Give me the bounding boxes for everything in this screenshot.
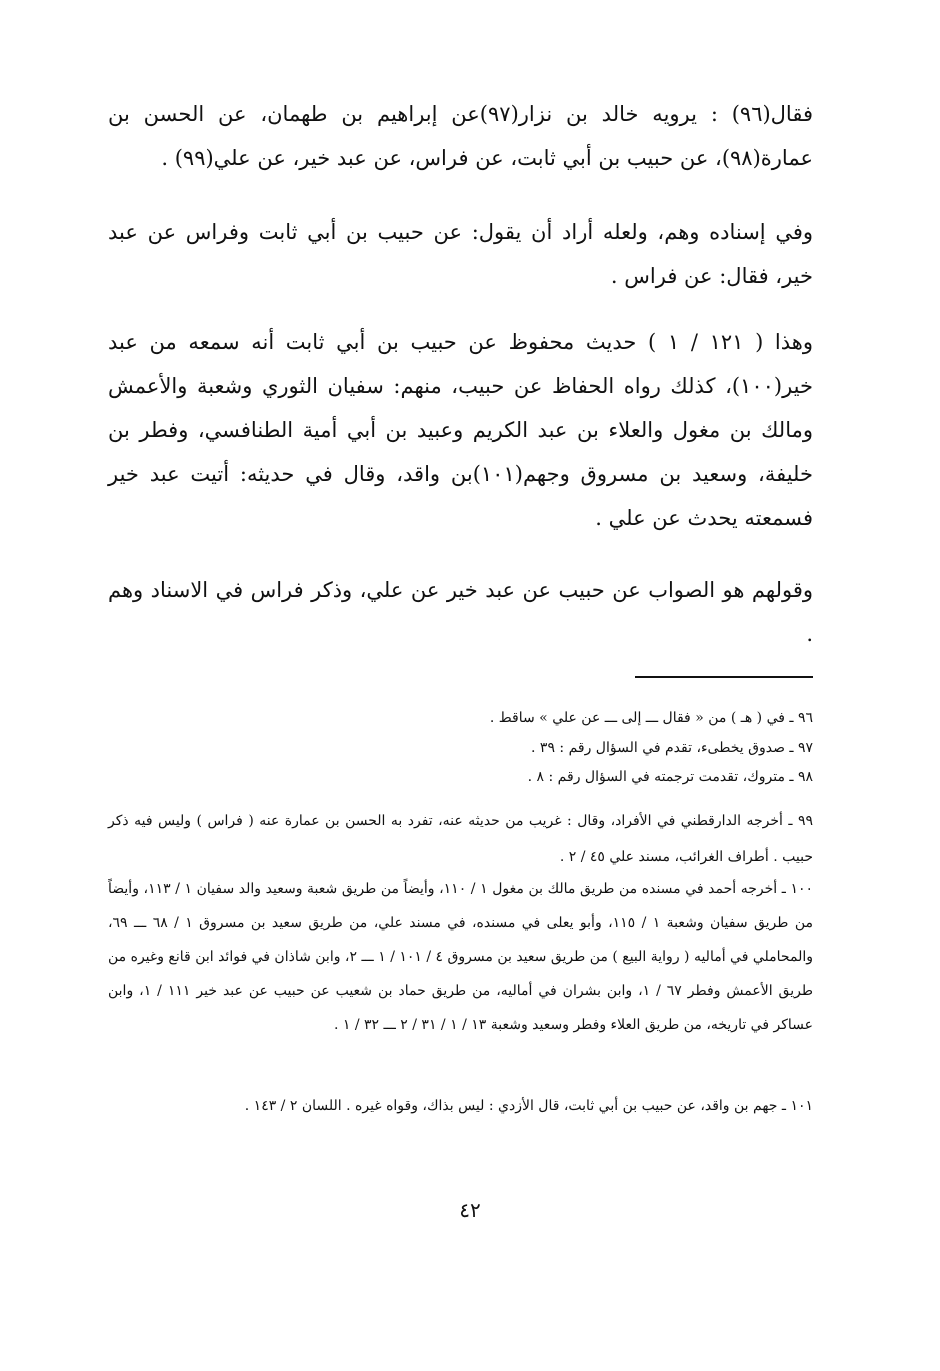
footnote-separator — [635, 676, 813, 678]
footnote-99: ٩٩ ـ أخرجه الدارقطني في الأفراد، وقال : غريب من حديثه عنه، تفرد به الحسن بن عمارة عنه ( فراس ) وليس فيه ذكر حبيب . أطراف الغرائب، مسند علي ٤٥ / ٢ . — [108, 813, 813, 865]
footnote-101: ١٠١ ـ جهم بن واقد، عن حبيب بن أبي ثابت، قال الأزدي : ليس بذاك، وقواه غيره . اللسان ٢ / ١٤٣ . — [244, 1098, 813, 1114]
footnote-98: ٩٨ ـ متروك، تقدمت ترجمته في السؤال رقم : ٨ . — [527, 769, 813, 785]
footnote-100: ١٠٠ ـ أخرجه أحمد في مسنده من طريق مالك بن مغول ١ / ١١٠، وأيضاً من طريق شعبة وسعيد والد سفيان ١ / ١١٣، وأيضاً من طريق سفيان وشعبة ١ / ١١٥، وأبو يعلى في مسنده، في مسند علي، من طريق سعيد بن مسروق ١ / ٦٨ ـــ ٦٩، والمحاملي في أماليه ( رواية البيع ) من طريق سعيد بن مسروق ٤ / ١٠١ / ١ ـــ ٢، وابن شاذان في فوائد ابن قانع وغيره من طريق الأعمش وفطر ٦٧ / ١، وابن بشران في أماليه، من طريق حماد بن شعيب عن حبيب عن عبد خير ١١١ / ١، وابن عساكر في تاريخه، من طريق العلاء وفطر وسعيد وشعبة ١٣ / ١ / ٣١ / ٢ ـــ ٣٢ / ١ . — [108, 881, 814, 1033]
paragraph-mahfuz-hadith: وهذا ( ١٢١ / ١ ) حديث محفوظ عن حبيب بن أبي ثابت أنه سمعه من عبد خير(١٠٠)، كذلك رواه الحفاظ عن حبيب، منهم: سفيان الثوري وشعبة والأعمش ومالك بن مغول والعلاء بن عبد الكريم وعبيد بن أبي أمية الطنافسي، وفطر بن خليفة، وسعيد بن مسروق وجهم(١٠١)بن واقد، وقال في حديثه: أتيت عبد خير فسمعته يحدث عن علي . — [108, 330, 813, 530]
paragraph-isnad-khalid: فقال(٩٦) : يرويه خالد بن نزار(٩٧)عن إبراهيم بن طهمان، عن الحسن بن عمارة(٩٨)، عن حبيب بن أبي ثابت، عن فراس، عن عبد خير، عن علي(٩٩) . — [108, 102, 813, 170]
footnote-97: ٩٧ ـ صدوق يخطىء، تقدم في السؤال رقم : ٣٩ . — [531, 740, 813, 756]
footnote-96: ٩٦ ـ في ( هـ ) من « فقال ـــ إلى ـــ عن علي » ساقط . — [489, 710, 813, 726]
paragraph-wahm-note: وفي إسناده وهم، ولعله أراد أن يقول: عن حبيب بن أبي ثابت وفراس عن عبد خير، فقال: عن فراس . — [108, 220, 813, 288]
paragraph-conclusion: وقولهم هو الصواب عن حبيب عن عبد خير عن علي، وذكر فراس في الاسناد وهم . — [108, 578, 813, 646]
page-number: ٤٢ — [459, 1198, 481, 1222]
